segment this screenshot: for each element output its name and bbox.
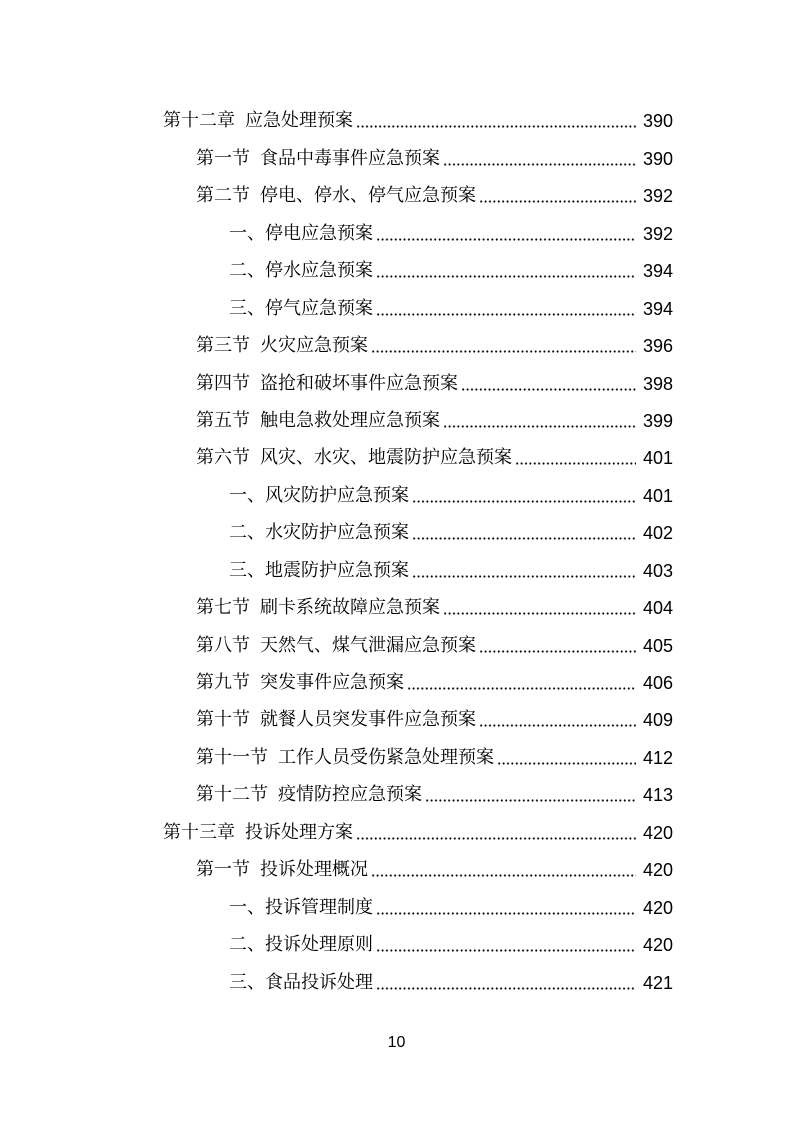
toc-entry-subsection[interactable] <box>0 962 793 999</box>
toc-entry-title: 食品中毒事件应急预案 <box>260 147 440 169</box>
toc-dot-leader <box>412 537 636 540</box>
toc-entry-title: 投诉处理概况 <box>260 859 368 881</box>
toc-entry-page: 396 <box>642 336 673 357</box>
toc-dot-leader <box>371 874 636 877</box>
toc-entry-number: 第七节 <box>196 597 250 619</box>
toc-entry-section[interactable] <box>0 700 793 737</box>
page-number: 10 <box>387 1034 406 1051</box>
toc-entry-title: 刷卡系统故障应急预案 <box>260 597 440 619</box>
toc-entry-title: 突发事件应急预案 <box>260 672 404 693</box>
toc-entry-page: 401 <box>642 485 673 506</box>
toc-entry-page: 404 <box>642 598 673 619</box>
toc-entry-title: 三、地震防护应急预案 <box>229 559 409 581</box>
toc-dot-leader <box>376 313 636 316</box>
toc-entry-section[interactable] <box>0 775 793 812</box>
toc-entry-number: 第八节 <box>196 634 250 656</box>
toc-entry-number: 第一节 <box>196 859 250 881</box>
toc-entry-section[interactable] <box>0 588 793 625</box>
toc-entry-page: 420 <box>642 897 673 918</box>
toc-entry-subsection[interactable] <box>0 475 793 512</box>
toc-entry-chapter-13[interactable] <box>0 812 793 849</box>
toc-entry-page: 406 <box>642 673 673 693</box>
toc-entry-page: 394 <box>642 298 673 319</box>
toc-dot-leader <box>376 912 636 915</box>
toc-dot-leader <box>356 837 636 840</box>
toc-entry-page: 390 <box>642 111 673 132</box>
toc-entry-title: 风灾、水灾、地震防护应急预案 <box>260 447 512 469</box>
toc-entry-section[interactable] <box>0 176 793 213</box>
toc-dot-leader <box>356 125 636 128</box>
toc-dot-leader <box>376 275 636 278</box>
toc-entry-number: 第三节 <box>196 335 250 357</box>
toc-entry-page: 413 <box>642 785 673 806</box>
toc-entry-page: 394 <box>642 261 673 282</box>
toc-entry-number: 第四节 <box>196 372 250 394</box>
toc-entry-subsection[interactable] <box>0 887 793 924</box>
toc-entry-number: 第十三章 <box>163 821 235 843</box>
toc-entry-title: 应急处理预案 <box>245 110 353 132</box>
toc-entry-section[interactable] <box>0 326 793 363</box>
toc-dot-leader <box>479 650 636 653</box>
toc-entry-number: 第五节 <box>196 409 250 431</box>
toc-entry-subsection[interactable] <box>0 550 793 587</box>
toc-entry-page: 402 <box>642 523 673 544</box>
toc-entry-page: 392 <box>642 223 673 244</box>
toc-dot-leader <box>515 462 636 465</box>
toc-entry-number: 第十二节 <box>196 784 268 806</box>
toc-dot-leader <box>425 799 636 802</box>
toc-entry-page: 390 <box>642 148 673 169</box>
toc-entry-title: 三、食品投诉处理 <box>229 971 373 993</box>
toc-entry-section[interactable] <box>0 737 793 774</box>
toc-entry-chapter-12[interactable] <box>0 101 793 138</box>
toc-dot-leader <box>376 987 636 990</box>
toc-entry-title: 二、水灾防护应急预案 <box>229 522 409 544</box>
toc-dot-leader <box>412 575 636 578</box>
toc-entry-number: 第一节 <box>196 147 250 169</box>
toc-entry-subsection[interactable] <box>0 213 793 250</box>
toc-entry-section[interactable] <box>0 138 793 175</box>
toc-entry-title: 一、停电应急预案 <box>229 222 373 244</box>
toc-entry-section[interactable] <box>0 401 793 438</box>
toc-dot-leader <box>443 425 636 428</box>
toc-entry-page: 403 <box>642 560 673 581</box>
table-of-contents <box>0 101 793 1000</box>
toc-entry-number: 第六节 <box>196 447 250 469</box>
toc-dot-leader <box>443 163 636 166</box>
toc-entry-section[interactable] <box>0 363 793 400</box>
toc-dot-leader <box>376 949 636 952</box>
toc-entry-subsection[interactable] <box>0 513 793 550</box>
toc-entry-title: 工作人员受伤紧急处理预案 <box>278 746 494 768</box>
toc-dot-leader <box>479 200 636 203</box>
toc-entry-number: 第十二章 <box>163 110 235 132</box>
toc-dot-leader <box>376 238 636 241</box>
toc-entry-page: 412 <box>642 747 673 768</box>
toc-entry-title: 天然气、煤气泄漏应急预案 <box>260 634 476 656</box>
toc-entry-title: 二、投诉处理原则 <box>229 934 373 956</box>
toc-entry-title: 二、停水应急预案 <box>229 260 373 282</box>
toc-entry-section[interactable] <box>0 850 793 887</box>
toc-entry-title: 一、投诉管理制度 <box>229 896 373 918</box>
toc-dot-leader <box>371 350 636 353</box>
toc-entry-title: 火灾应急预案 <box>260 335 368 357</box>
toc-entry-section[interactable] <box>0 438 793 475</box>
toc-entry-page: 420 <box>642 860 673 881</box>
toc-entry-page: 401 <box>642 448 673 469</box>
toc-entry-page: 405 <box>642 635 673 656</box>
toc-entry-number: 第十一节 <box>196 746 268 768</box>
toc-entry-page: 392 <box>642 186 673 207</box>
toc-entry-title: 就餐人员突发事件应急预案 <box>260 709 476 731</box>
toc-entry-title: 一、风灾防护应急预案 <box>229 484 409 506</box>
toc-entry-title: 三、停气应急预案 <box>229 297 373 319</box>
toc-entry-number: 第二节 <box>196 185 250 207</box>
toc-entry-title: 触电急救处理应急预案 <box>260 409 440 431</box>
toc-entry-title: 疫情防控应急预案 <box>278 784 422 806</box>
toc-entry-number: 第十节 <box>196 709 250 731</box>
toc-entry-title: 停电、停水、停气应急预案 <box>260 185 476 207</box>
toc-entry-number: 第九节 <box>196 672 250 693</box>
toc-dot-leader <box>443 612 636 615</box>
toc-entry-title: 盗抢和破坏事件应急预案 <box>260 372 458 394</box>
toc-entry-subsection[interactable] <box>0 925 793 962</box>
toc-entry-title: 投诉处理方案 <box>245 821 353 843</box>
toc-entry-page: 421 <box>642 972 673 993</box>
toc-dot-leader <box>461 388 636 391</box>
toc-entry-subsection[interactable] <box>0 251 793 288</box>
toc-entry-section[interactable] <box>0 663 793 700</box>
toc-entry-section[interactable] <box>0 625 793 662</box>
toc-entry-page: 398 <box>642 373 673 394</box>
toc-dot-leader <box>407 687 636 690</box>
toc-entry-page: 420 <box>642 935 673 956</box>
toc-entry-subsection[interactable] <box>0 288 793 325</box>
toc-dot-leader <box>412 500 636 503</box>
toc-entry-page: 409 <box>642 710 673 731</box>
toc-dot-leader <box>497 762 636 765</box>
toc-entry-page: 420 <box>642 822 673 843</box>
toc-dot-leader <box>479 724 636 727</box>
toc-entry-page: 399 <box>642 410 673 431</box>
